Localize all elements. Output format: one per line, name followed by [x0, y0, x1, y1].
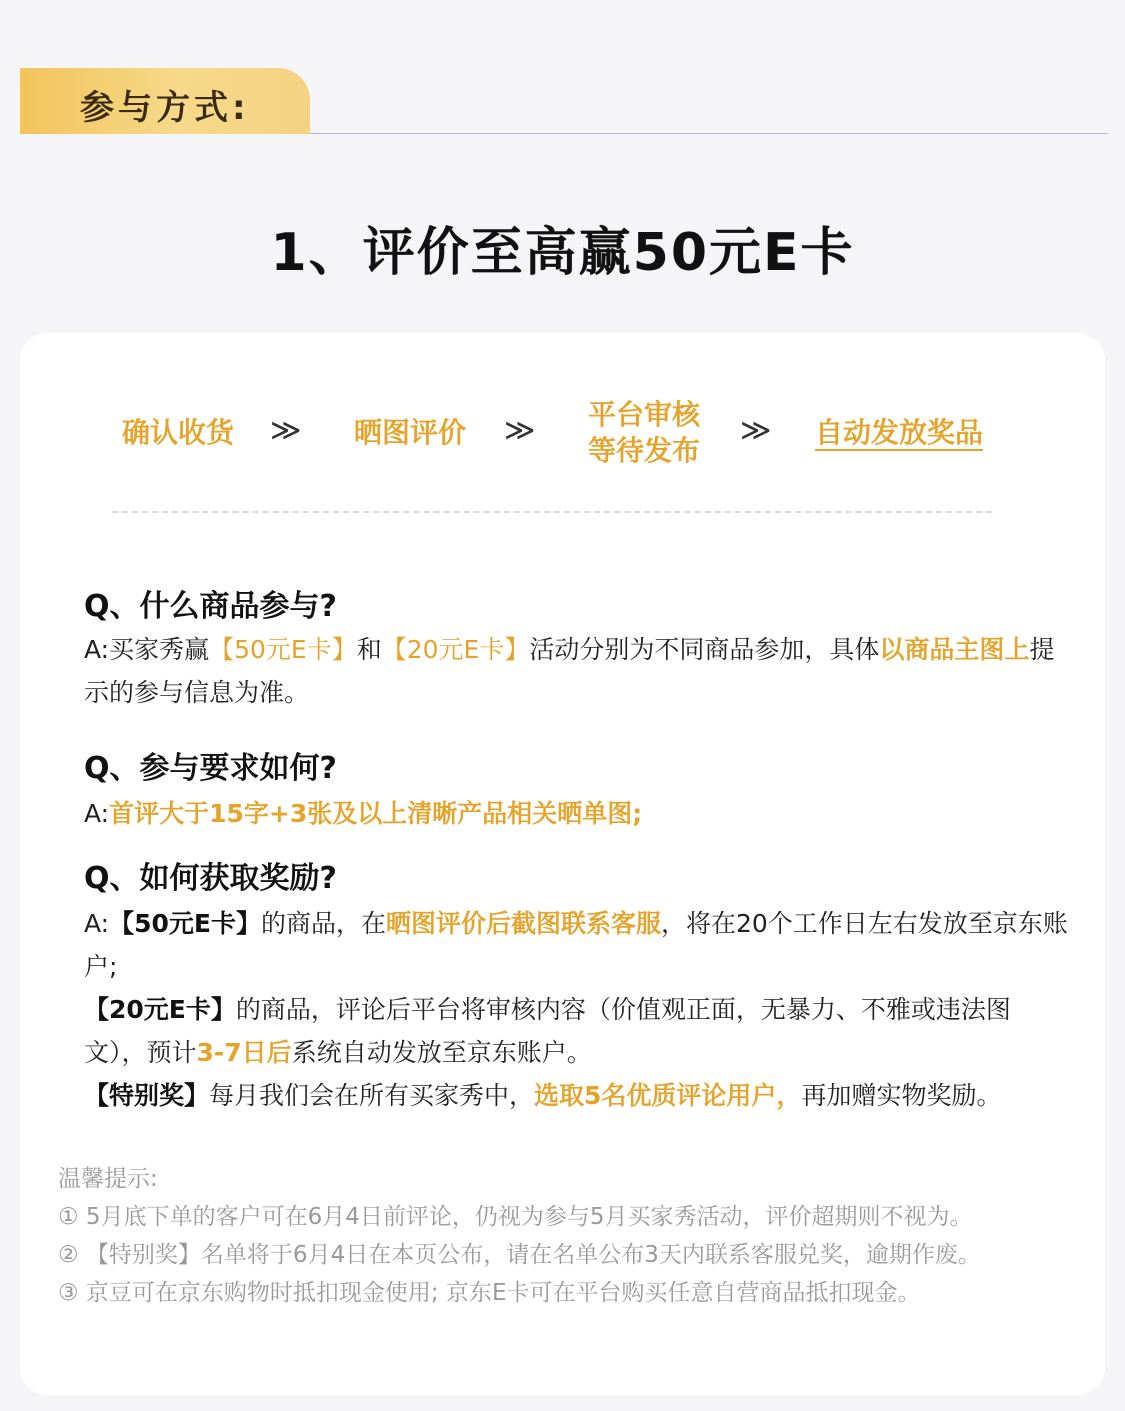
- section-header-tab: [20, 68, 310, 134]
- faq-answer-2: [84, 792, 1069, 835]
- answer-highlight: 首评大于15字+3张及以上清晰产品相关晒单图;: [109, 799, 643, 828]
- step-arrow-icon: ≫: [740, 413, 768, 448]
- answer-paragraph-20-card: [84, 988, 1069, 1074]
- answer-text: 系统自动发放至京东账户。: [291, 1038, 592, 1067]
- answer-text: 的商品，在: [260, 909, 386, 938]
- step-label: 确认收货: [121, 416, 234, 449]
- answer-bold: 【特别奖】: [84, 1081, 210, 1110]
- step-label: 晒图评价: [353, 416, 466, 449]
- section-header-label: 参与方式:: [80, 88, 250, 128]
- answer-highlight: 3-7日后: [196, 1038, 292, 1067]
- answer-paragraph-special: [84, 1074, 1069, 1117]
- answer-highlight: 【50元E卡】: [209, 635, 357, 664]
- step-label-line2: 等待发布: [587, 434, 700, 467]
- faq-question-1: Q、什么商品参与?: [84, 589, 337, 624]
- answer-text: 每月我们会在所有买家秀中，: [209, 1081, 535, 1110]
- step-confirm-receipt: [116, 415, 240, 451]
- step-arrow-icon: ≫: [270, 413, 298, 448]
- answer-text: 的商品，评论后平台将审核内容（价值观正面，无暴力、不雅或违法图文），预计: [84, 995, 1011, 1067]
- info-card: [20, 333, 1105, 1395]
- tips-section: [58, 1160, 1078, 1312]
- tip-item: ② 【特别奖】名单将于6月4日在本页公布，请在名单公布3天内联系客服兑奖，逾期作废。: [58, 1242, 981, 1268]
- dashed-divider: [112, 511, 992, 513]
- faq-question-3: Q、如何获取奖励?: [84, 861, 337, 896]
- step-platform-review: [582, 397, 706, 469]
- answer-text: 活动分别为不同商品参加，具体: [529, 635, 880, 664]
- answer-paragraph-50-card: [84, 902, 1069, 988]
- answer-text: 提示的参与信息为准。: [84, 635, 1055, 707]
- answer-highlight: 【20元E卡】: [381, 635, 530, 664]
- step-photo-review: [348, 415, 472, 451]
- answer-text: 再加赠实物奖励。: [801, 1081, 1002, 1110]
- tip-item: ① 5月底下单的客户可在6月4日前评论，仍视为参与5月买家秀活动，评价超期则不视为。: [58, 1204, 973, 1230]
- step-label: 自动发放奖品: [814, 416, 983, 449]
- page-title: 1、评价至高赢50元E卡: [270, 223, 855, 283]
- answer-text: 和: [356, 635, 382, 664]
- header-divider: [310, 133, 1108, 134]
- answer-text: A:: [84, 909, 110, 938]
- faq-question-2: Q、参与要求如何?: [84, 751, 337, 786]
- faq-answer-1: [84, 628, 1069, 714]
- answer-highlight: 晒图评价后截图联系客服: [385, 909, 661, 938]
- step-auto-reward: [808, 415, 990, 451]
- faq-answer-3: [84, 902, 1069, 1117]
- answer-text: A:买家秀赢: [84, 635, 210, 664]
- answer-bold: 【50元E卡】: [109, 909, 261, 938]
- answer-text: ，将在20个工作日左右发放至京东账户;: [84, 909, 1068, 981]
- step-label-line1: 平台审核: [587, 398, 700, 431]
- tips-title: 温馨提示:: [58, 1166, 158, 1192]
- answer-bold: 【20元E卡】: [84, 995, 236, 1024]
- tip-item: ③ 京豆可在京东购物时抵扣现金使用; 京东E卡可在平台购买任意自营商品抵扣现金。: [58, 1280, 921, 1306]
- answer-text: A:: [84, 799, 110, 828]
- answer-highlight: 选取5名优质评论用户，: [534, 1081, 802, 1110]
- step-arrow-icon: ≫: [504, 413, 532, 448]
- answer-highlight: 以商品主图上: [879, 635, 1030, 664]
